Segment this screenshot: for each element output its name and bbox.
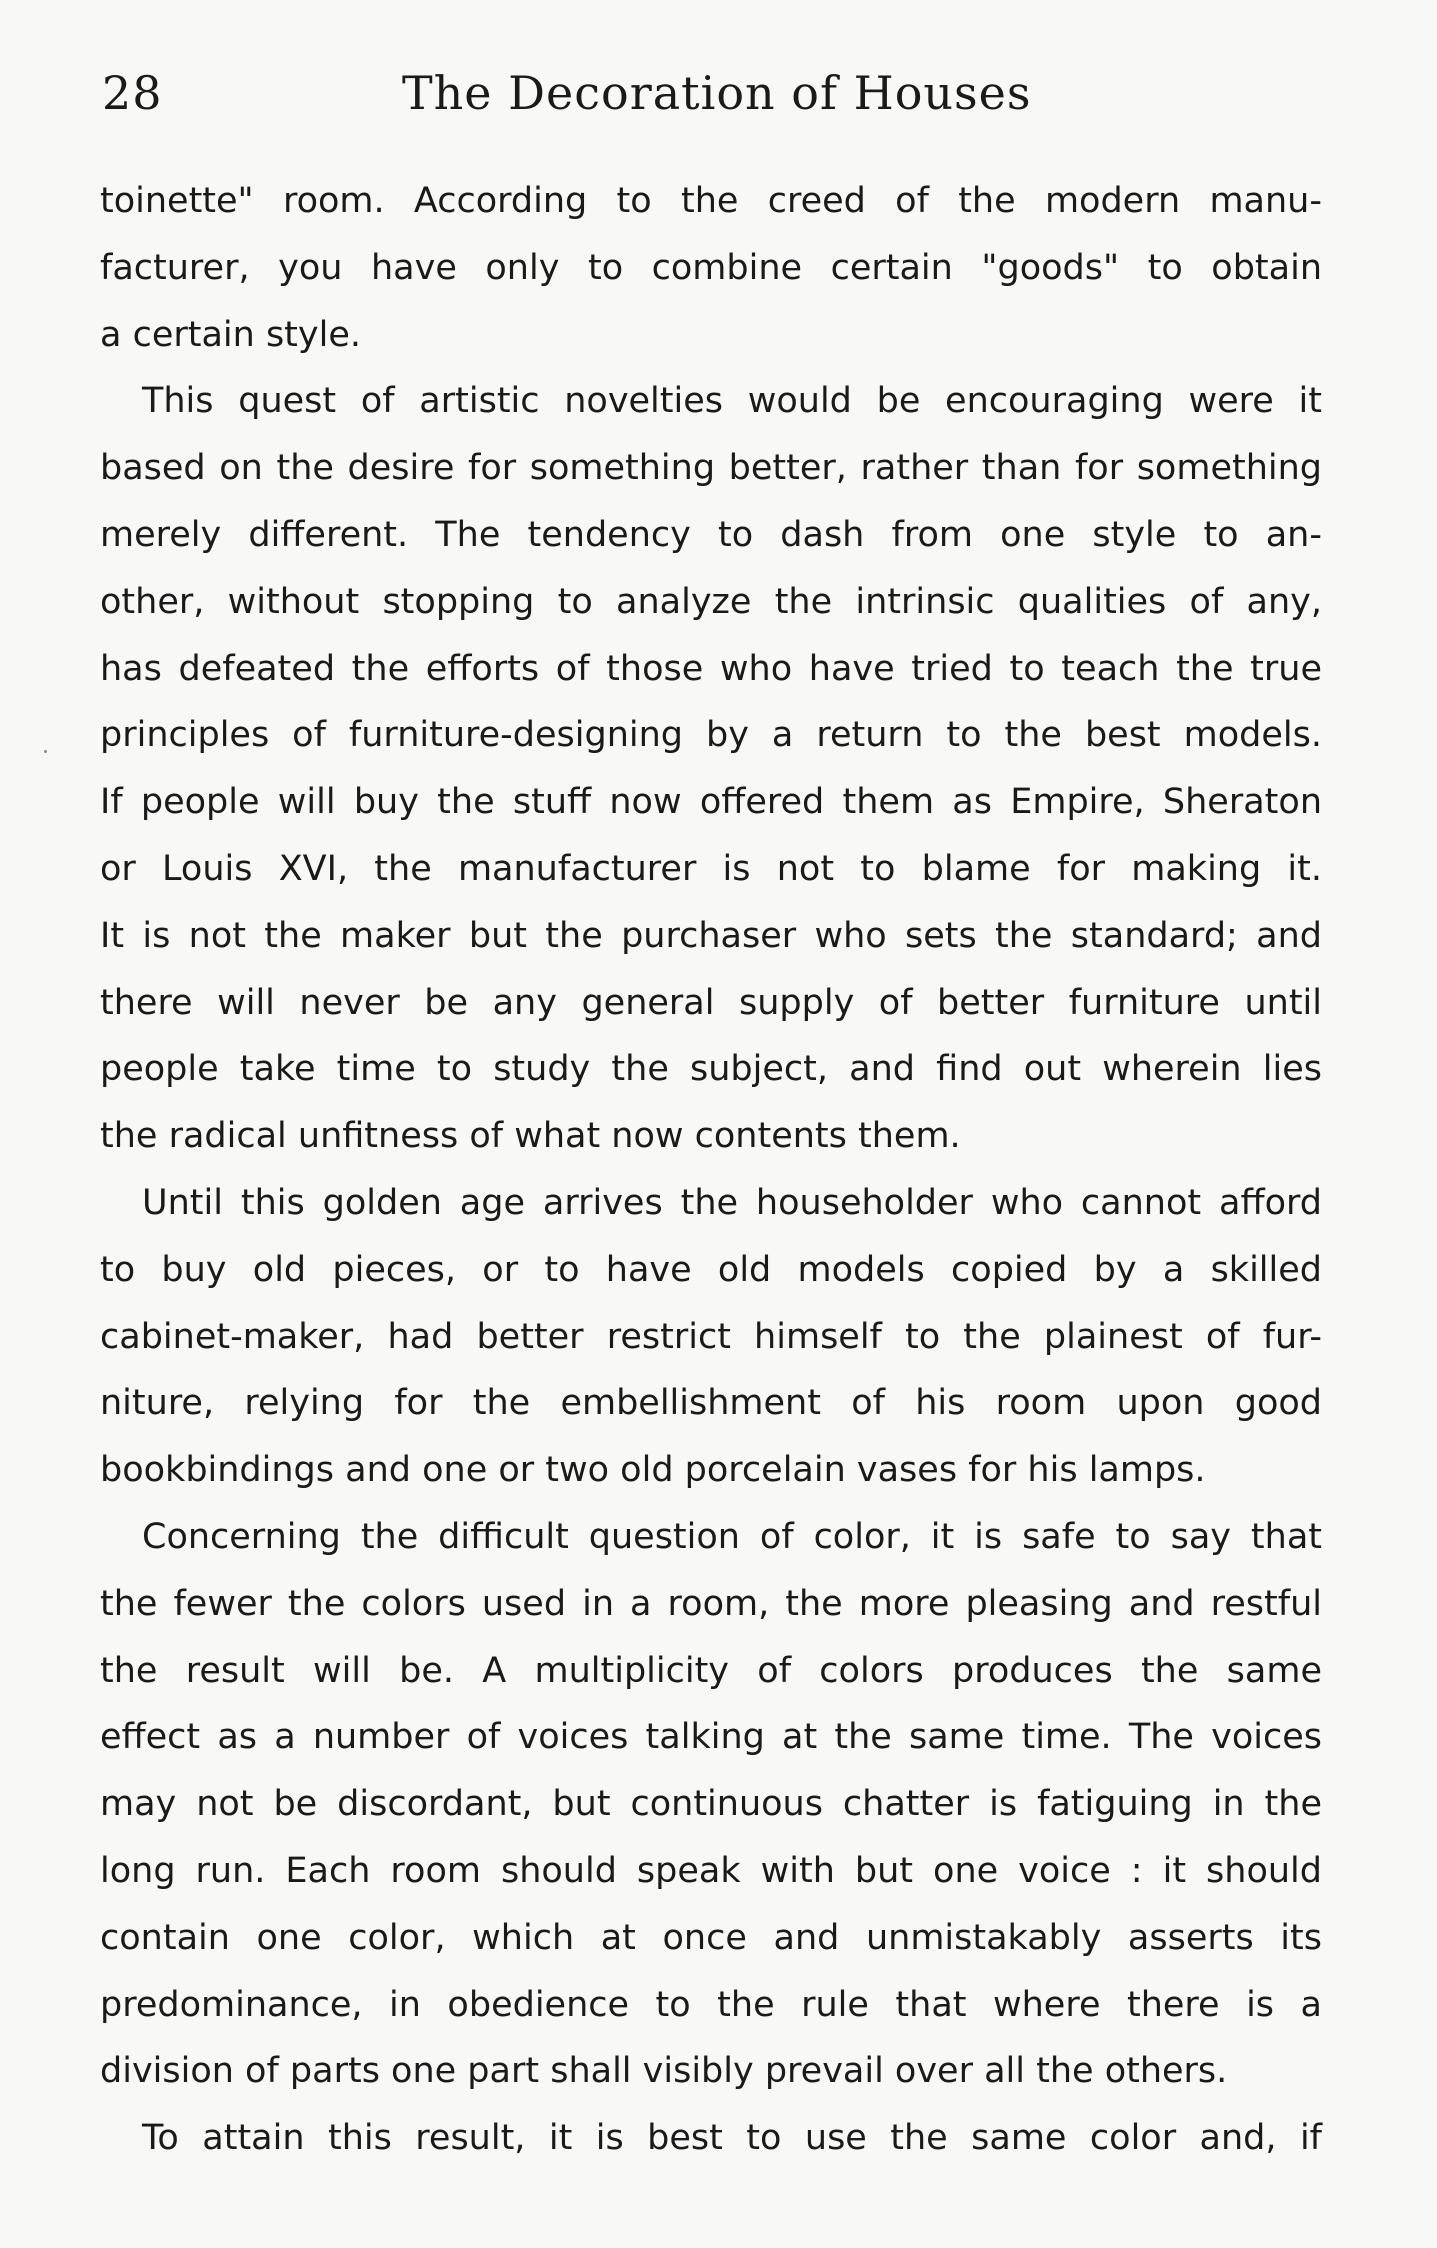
text-line: long run. Each room should speak with but one voice : it should: [100, 1850, 1322, 1891]
text-line: principles of furniture-designing by a return to the best models.: [100, 715, 1322, 756]
text-line: based on the desire for something better, rather than for something: [100, 448, 1322, 489]
text-line: merely different. The tendency to dash from one style to an-: [100, 514, 1322, 555]
running-title: The Decoration of Houses: [402, 66, 1032, 120]
text-line: a certain style.: [100, 314, 361, 355]
text-line: has defeated the efforts of those who have tried to teach the true: [100, 648, 1322, 689]
text-line: It is not the maker but the purchaser who sets the standard; and: [100, 915, 1322, 956]
text-line: other, without stopping to analyze the intrinsic qualities of any,: [100, 581, 1322, 622]
text-line: Until this golden age arrives the householder who cannot afford: [142, 1182, 1322, 1223]
text-line: Concerning the difficult question of color, it is safe to say that: [142, 1516, 1322, 1557]
page-number: 28: [102, 66, 163, 120]
running-head: [102, 58, 1338, 138]
text-line: bookbindings and one or two old porcelain vases for his lamps.: [100, 1450, 1206, 1491]
text-line: the fewer the colors used in a room, the more pleasing and restful: [100, 1583, 1322, 1624]
text-line: To attain this result, it is best to use the same color and, if: [142, 2118, 1322, 2159]
text-line: to buy old pieces, or to have old models copied by a skilled: [100, 1249, 1322, 1290]
text-line: If people will buy the stuff now offered them as Empire, Sheraton: [100, 782, 1322, 823]
text-line: toinette" room. According to the creed of the modern manu-: [100, 181, 1322, 221]
text-line: effect as a number of voices talking at the same time. The voices: [100, 1717, 1322, 1758]
text-line: cabinet-maker, had better restrict himself to the plainest of fur-: [100, 1316, 1322, 1357]
text-line: there will never be any general supply of better furniture until: [100, 982, 1322, 1023]
text-line: people take time to study the subject, and find out wherein lies: [100, 1049, 1322, 1090]
text-line: contain one color, which at once and unmistakably asserts its: [100, 1917, 1322, 1958]
text-line: facturer, you have only to combine certain "goods" to obtain: [100, 247, 1322, 288]
text-line: may not be discordant, but continuous chatter is fatiguing in the: [100, 1784, 1322, 1825]
text-line: the result will be. A multiplicity of colors produces the same: [100, 1650, 1322, 1691]
text-line: the radical unfitness of what now contents them.: [100, 1116, 961, 1157]
text-line: predominance, in obedience to the rule that where there is a: [100, 1984, 1322, 2025]
text-line: niture, relying for the embellishment of his room upon good: [100, 1383, 1322, 1424]
text-line: or Louis XVI, the manufacturer is not to blame for making it.: [100, 848, 1322, 889]
body-text: [100, 168, 1322, 2172]
text-line: This quest of artistic novelties would be encouraging were it: [142, 381, 1322, 422]
margin-speck: [44, 750, 47, 753]
text-line: division of parts one part shall visibly prevail over all the others.: [100, 2051, 1228, 2092]
